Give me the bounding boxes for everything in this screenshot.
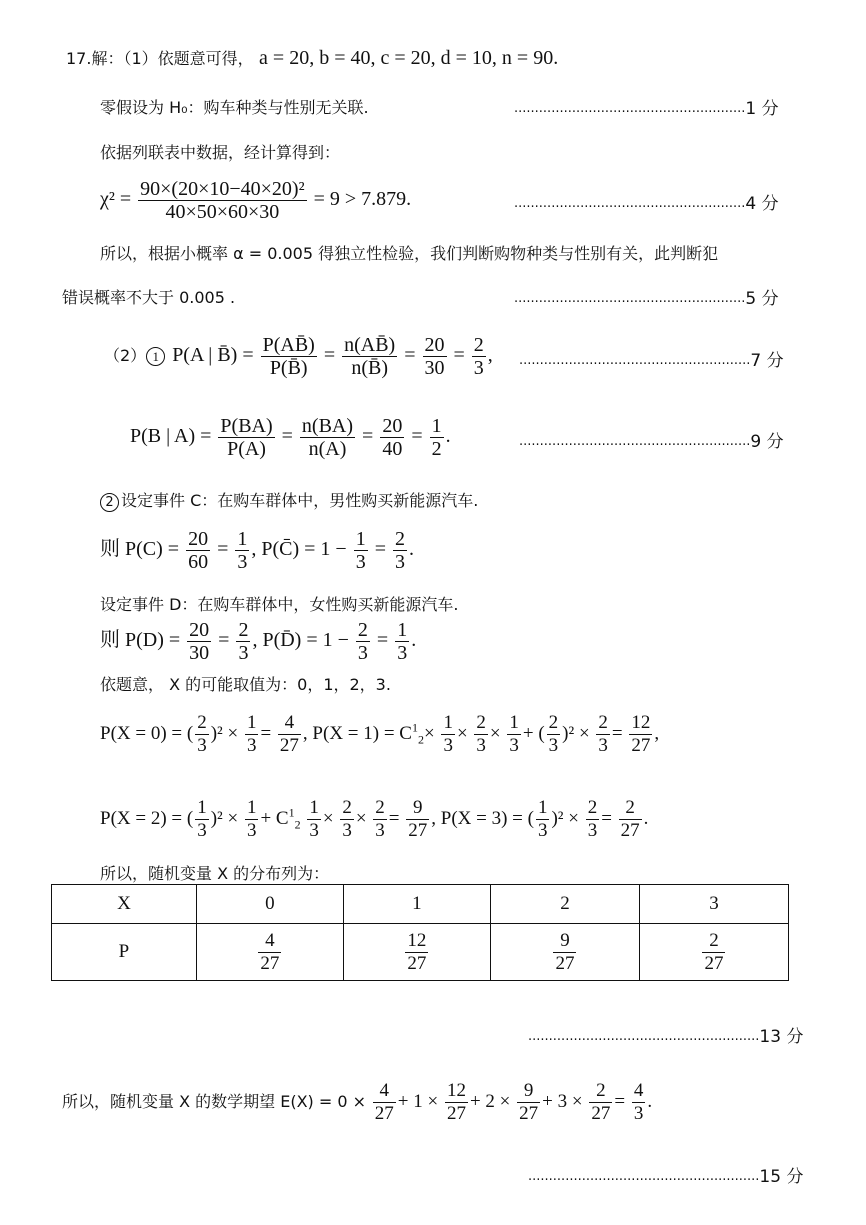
table-cell: 1 — [343, 885, 490, 924]
circled-number-2: 2 — [100, 493, 119, 512]
table-cell: $\frac{2}{27}$ — [639, 924, 788, 981]
q17-intro: 17.解：（1）依题意可得， — [66, 49, 254, 68]
px0-px1-formula: P(X = 0) = ( $\frac{2}{3}$ )² × $\frac{1}{3}$ = $\frac{4}{27}$ , $P(X = 1) = C^1_2\times$ $\frac{1}{3}$ × $\frac{2}{3}$ × $\frac{1}{3}$ + ( $\frac{2}{3}$ )² × $\frac{2}{3}$ = $\frac{12}{27}$ , — [100, 712, 660, 756]
distribution-table — [51, 884, 789, 981]
px2-px3-formula: P(X = 2) = ( $\frac{1}{3}$ )² × $\frac{1}{3}$ + $C^1_2$ $\frac{1}{3}$ × $\frac{2}{3}$ × $\frac{2}{3}$ = $\frac{9}{27}$ , P(X = 3) = ( $\frac{1}{3}$ )² × $\frac{2}{3}$ = $\frac{2}{27}$ . — [100, 797, 649, 841]
conclusion-line1: 所以，根据小概率 α = 0.005 得独立性检验，我们判断购物种类与性别有关，此判断犯 — [100, 244, 719, 263]
score-9: ........................................................9 分 — [519, 432, 784, 452]
event-d-definition: 设定事件 D：在购车群体中，女性购买新能源汽车. — [100, 595, 459, 614]
table-cell: X — [52, 885, 197, 924]
table-cell: 0 — [196, 885, 343, 924]
score-13: ........................................................13 分 — [528, 1027, 804, 1047]
p-b-given-a: P(B | A) = $\frac{P(BA)}{P(A)}$ = $\frac{n(BA)}{n(A)}$ = $\frac{20}{40}$ = $\frac{1}{2}$ . — [130, 415, 451, 460]
dist-intro: 所以，随机变量 X 的分布列为： — [100, 864, 330, 883]
score-4: ........................................................4 分 — [514, 194, 779, 214]
p-c-formula: 则 P(C) = $\frac{20}{60}$ = $\frac{1}{3}$ , P(C̄) = 1 − $\frac{1}{3}$ = $\frac{2}{3}$ . — [100, 528, 414, 573]
chi-fraction: $\frac{\text{90×(20×10−40×20)²}}{40\times 50\times 60\times 30}$ — [140, 178, 305, 223]
table-header-row — [52, 885, 789, 924]
score-7: ........................................................7 分 — [519, 351, 784, 371]
event-c-definition: 2 设定事件 C：在购车群体中，男性购买新能源汽车. — [100, 489, 478, 513]
q17-values: a = 20, b = 40, c = 20, d = 10, n = 90. — [259, 47, 559, 69]
table-cell: $\frac{9}{27}$ — [490, 924, 639, 981]
expectation-formula: 所以，随机变量 X 的数学期望 E(X) = 0 × $\frac{4}{27}$ + 1 × $\frac{12}{27}$ + 2 × $\frac{9}{27}$ + 3 × $\frac{2}{27}$ = $\frac{4}{3}$ . — [62, 1080, 653, 1124]
table-cell: P — [52, 924, 197, 981]
null-hypothesis: 零假设为 H₀：购车种类与性别无关联. — [100, 98, 369, 117]
table-cell: $\frac{4}{27}$ — [196, 924, 343, 981]
p-d-formula: 则 P(D) = $\frac{20}{30}$ = $\frac{2}{3}$ , P(D̄) = 1 − $\frac{2}{3}$ = $\frac{1}{3}$ . — [100, 619, 417, 664]
table-cell: $\frac{12}{27}$ — [343, 924, 490, 981]
score-5: ........................................................5 分 — [514, 289, 779, 309]
conclusion-line2: 错误概率不大于 0.005 . — [62, 288, 236, 307]
chi-square-formula: χ² = $\frac{\text{90×(20×10−40×20)²}}{40\times 50\times 60\times 30}$ = 9 > 7.879. — [100, 178, 412, 223]
p-a-given-not-b: （2） 1 P(A | B̄) = $\frac{P(AB̄)}{P(B̄)}$ = $\frac{n(AB̄)}{n(B̄)}$ = $\frac{20}{30}$ = $\frac{2}{3}$ , — [104, 334, 493, 379]
table-row — [52, 924, 789, 981]
calc-intro: 依据列联表中数据，经计算得到： — [100, 143, 341, 162]
table-cell: 3 — [639, 885, 788, 924]
table-cell: 2 — [490, 885, 639, 924]
score-1: ........................................................1 分 — [514, 99, 779, 119]
score-15: ........................................................15 分 — [528, 1167, 804, 1187]
circled-number-1: 1 — [146, 347, 165, 366]
x-values-line: 依题意， X 的可能取值为：0，1，2，3. — [100, 675, 391, 694]
q17-heading — [66, 46, 558, 71]
